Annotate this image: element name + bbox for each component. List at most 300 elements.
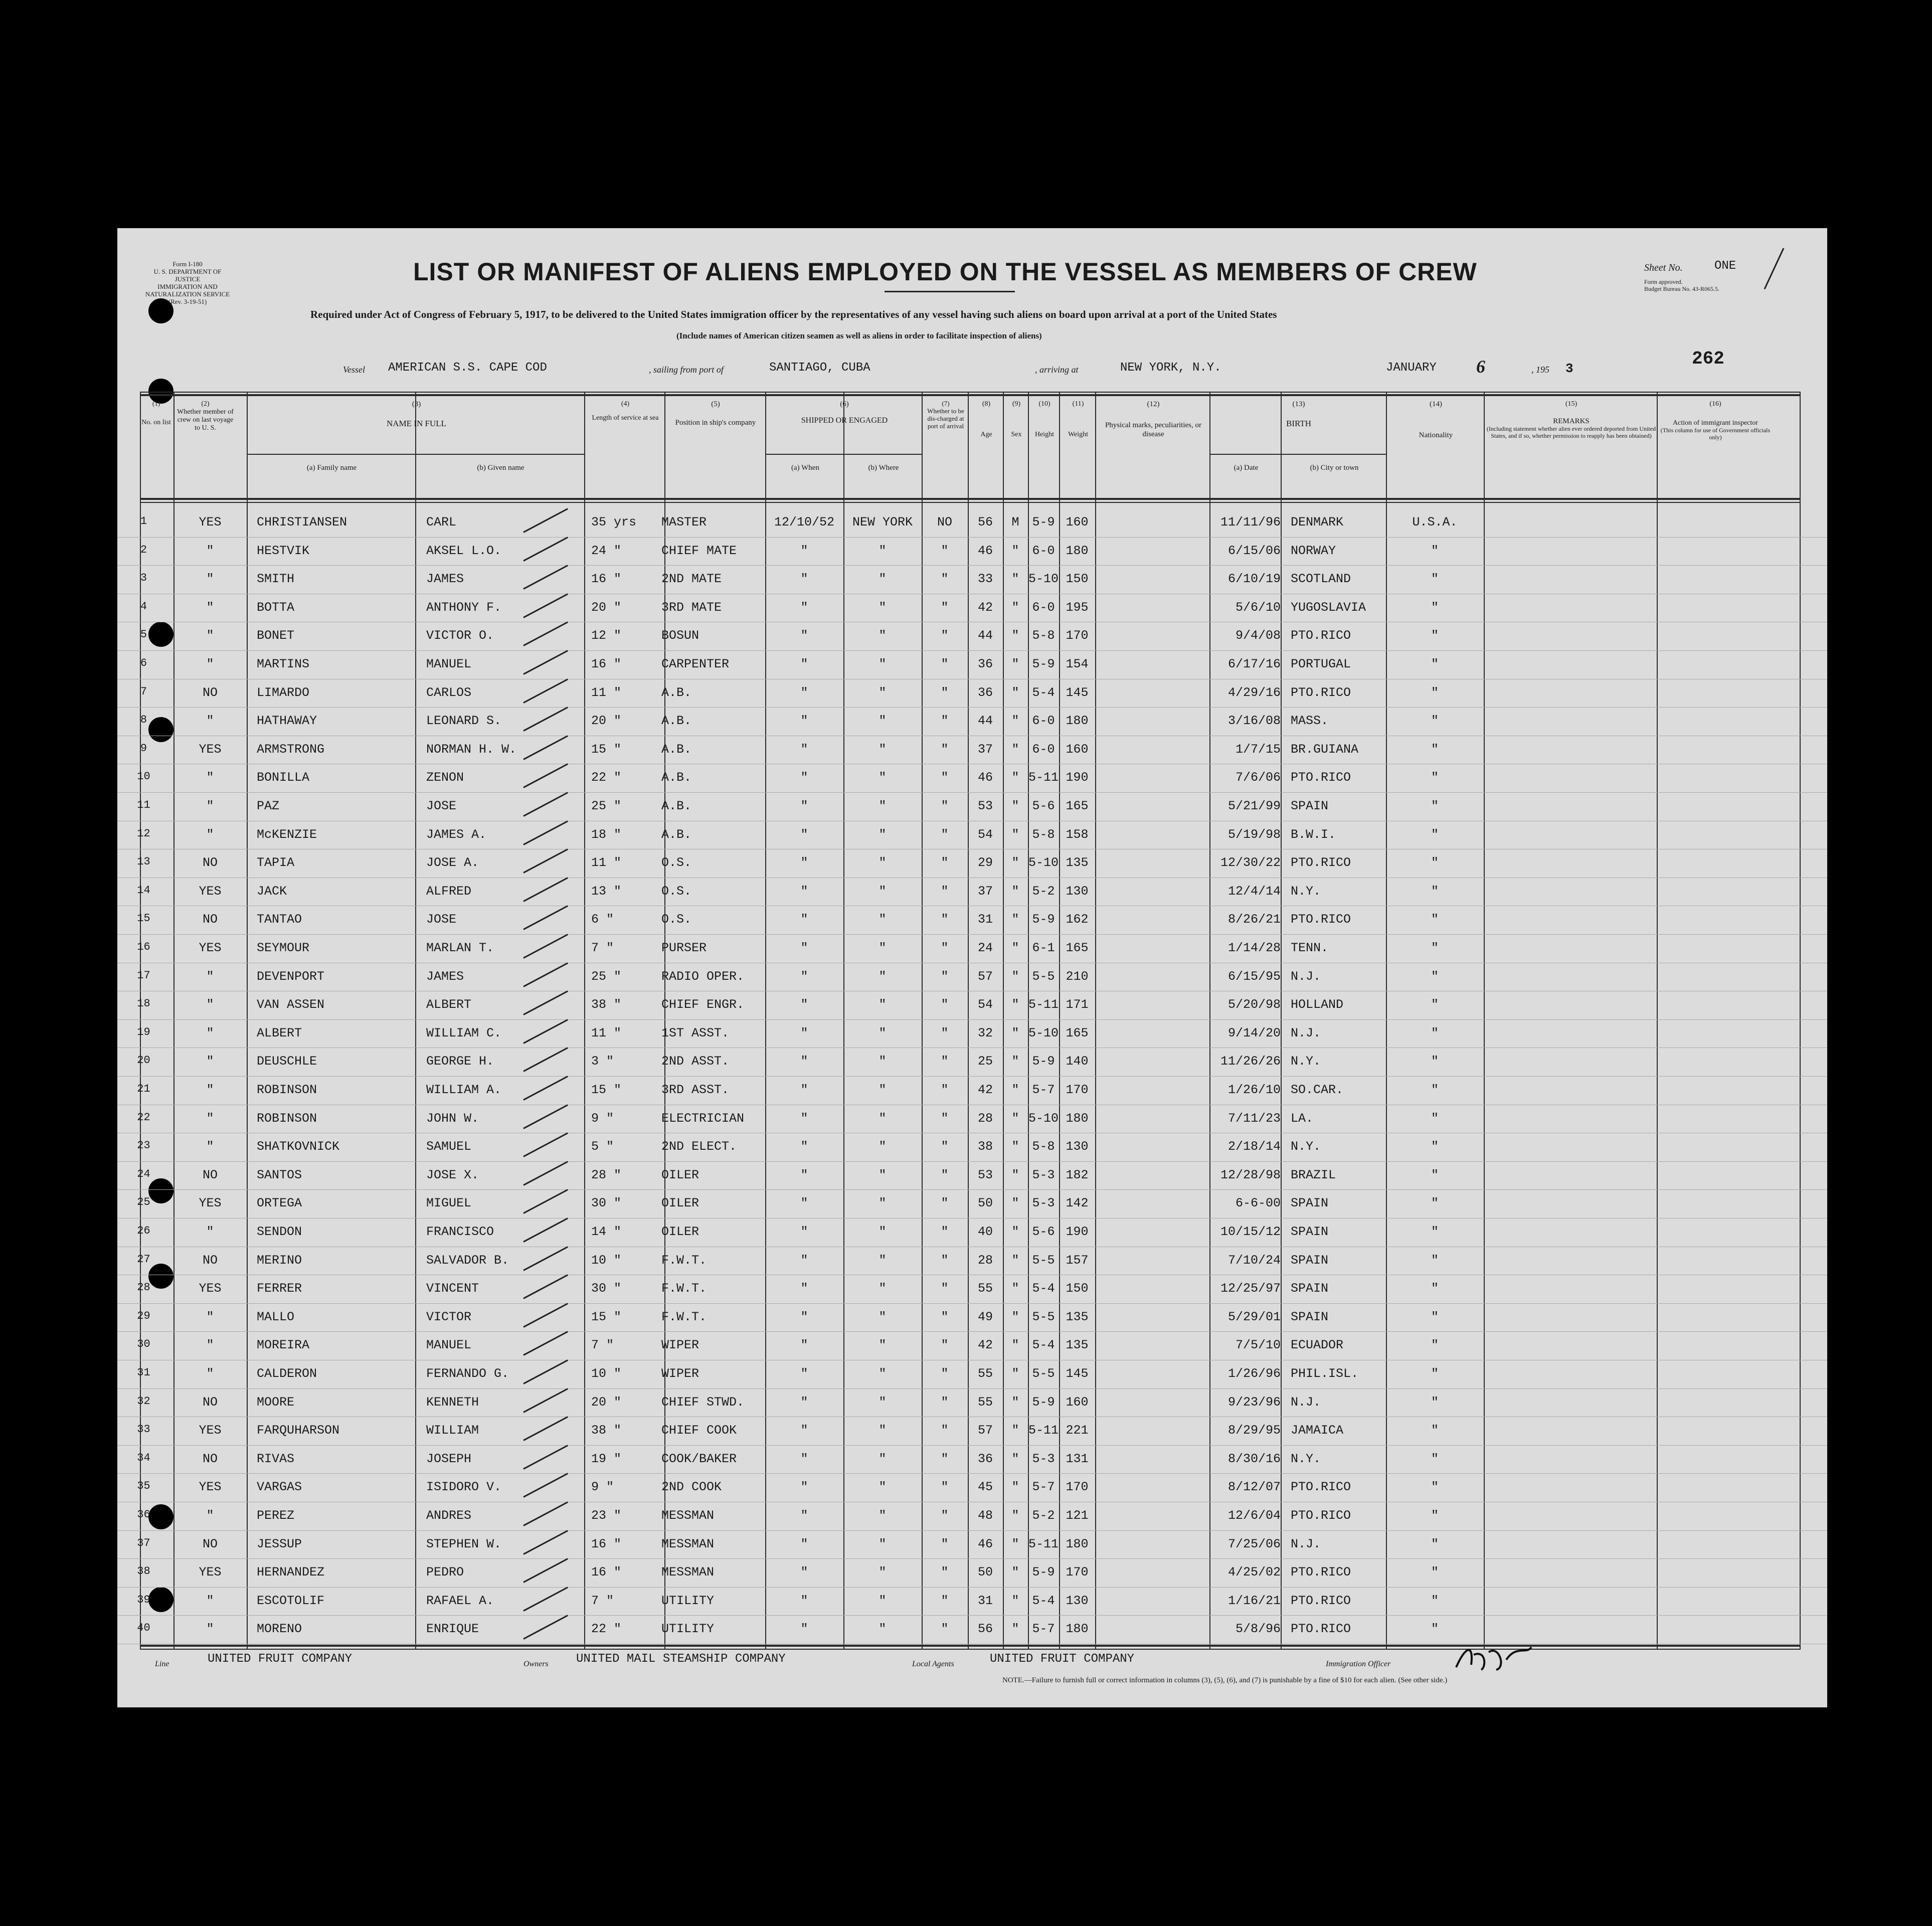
table-row (117, 651, 1827, 679)
last-voyage-cell: " (206, 572, 214, 587)
height-cell: 5-10 (1028, 572, 1059, 587)
row-number: 29 (137, 1309, 150, 1322)
shipped-where-cell: " (879, 1167, 887, 1182)
given-name-cell: ISIDORO V. (426, 1480, 502, 1495)
family-name-cell: TANTAO (257, 912, 302, 927)
row-number: 19 (137, 1025, 150, 1038)
discharged-cell: " (941, 855, 949, 870)
birth-city-cell: PTO.RICO (1291, 1508, 1351, 1523)
col-16-header: (16) Action of immigrant inspector (This column for use of Government officials only) (1660, 400, 1771, 441)
service-length-cell: 30 " (591, 1281, 622, 1296)
shipped-when-cell: " (800, 912, 808, 927)
agents-company: UNITED FRUIT COMPANY (990, 1652, 1135, 1666)
revision: (Rev. 3-19-51) (168, 297, 207, 305)
shipped-when-cell: " (800, 1167, 808, 1182)
discharged-cell: NO (937, 515, 952, 530)
birth-city-cell: PHIL.ISL. (1291, 1366, 1359, 1381)
shipped-where-cell: " (879, 1508, 887, 1523)
shipped-where-cell: " (879, 969, 887, 984)
table-row (117, 1304, 1827, 1332)
age-cell: 29 (977, 855, 993, 870)
height-cell: 5-4 (1032, 1593, 1055, 1608)
position-cell: WIPER (661, 1338, 699, 1353)
nationality-cell: " (1431, 742, 1439, 757)
birth-city-cell: PTO.RICO (1291, 855, 1351, 870)
discharged-cell: " (941, 1281, 949, 1296)
age-cell: 50 (977, 1565, 993, 1580)
rule (140, 502, 1800, 503)
discharged-cell: " (941, 1196, 949, 1211)
row-number: 3 (140, 572, 147, 585)
row-number: 23 (137, 1139, 150, 1152)
given-name-cell: SAMUEL (426, 1139, 472, 1154)
service-length-cell: 13 " (591, 884, 622, 899)
row-number: 17 (137, 969, 150, 982)
service-length-cell: 38 " (591, 997, 622, 1012)
position-cell: MASTER (661, 515, 707, 530)
position-cell: A.B. (661, 685, 692, 700)
shipped-when-cell: " (800, 1423, 808, 1438)
discharged-cell: " (941, 1536, 949, 1551)
position-cell: MESSMAN (661, 1508, 715, 1523)
shipped-where-cell: " (879, 1196, 887, 1211)
shipped-when-cell: " (800, 714, 808, 729)
year-prefix: , 195 (1531, 365, 1549, 375)
rule (140, 498, 1800, 500)
birth-city-cell: PTO.RICO (1291, 628, 1351, 643)
sex-cell: " (1011, 1423, 1019, 1438)
shipped-when-cell: " (800, 1536, 808, 1551)
weight-cell: 121 (1066, 1508, 1089, 1523)
age-cell: 55 (977, 1281, 993, 1296)
rule (140, 394, 1800, 396)
table-row (117, 1162, 1827, 1190)
row-number: 9 (140, 742, 147, 755)
weight-cell: 135 (1066, 1309, 1089, 1324)
discharged-cell: " (941, 941, 949, 955)
rule (140, 1649, 1800, 1650)
position-cell: F.W.T. (661, 1281, 707, 1296)
nationality-cell: " (1431, 1366, 1439, 1381)
shipped-when-cell: " (800, 1253, 808, 1268)
age-cell: 36 (977, 1451, 993, 1466)
age-cell: 37 (977, 742, 993, 757)
family-name-cell: FERRER (257, 1281, 302, 1296)
height-cell: 5-9 (1032, 1565, 1055, 1580)
sex-cell: " (1011, 572, 1019, 587)
sex-cell: " (1011, 1281, 1019, 1296)
table-row (117, 1275, 1827, 1304)
birth-date-cell: 5/20/98 (1227, 997, 1281, 1012)
position-cell: BOSUN (661, 628, 699, 643)
birth-city-cell: DENMARK (1291, 515, 1344, 530)
service-length-cell: 15 " (591, 742, 622, 757)
given-name-cell: MANUEL (426, 1338, 472, 1353)
family-name-cell: McKENZIE (257, 827, 317, 842)
table-row (117, 708, 1827, 736)
family-name-cell: ROBINSON (257, 1111, 317, 1126)
table-row (117, 1360, 1827, 1389)
family-name-cell: CALDERON (257, 1366, 317, 1381)
family-name-cell: CHRISTIANSEN (257, 515, 347, 530)
service-length-cell: 28 " (591, 1167, 622, 1182)
age-cell: 31 (977, 1593, 993, 1608)
birth-date-cell: 6/15/95 (1227, 969, 1281, 984)
age-cell: 57 (977, 1423, 993, 1438)
nationality-cell: " (1431, 1593, 1439, 1608)
birth-date-cell: 11/11/96 (1220, 515, 1281, 530)
service-length-cell: 10 " (591, 1366, 622, 1381)
owners-label: Owners (523, 1660, 549, 1668)
sex-cell: " (1011, 543, 1019, 558)
penalty-note: NOTE.—Failure to furnish full or correct information in columns (3), (5), (6), and (7) is punishable by a fine of $10 for each alien. (See other side.) (1002, 1676, 1448, 1684)
shipped-where-cell: " (879, 1281, 887, 1296)
sex-cell: " (1011, 1167, 1019, 1182)
table-row (117, 1218, 1827, 1247)
sex-cell: " (1011, 1366, 1019, 1381)
shipped-when-cell: " (800, 1281, 808, 1296)
shipped-when-cell: " (800, 1196, 808, 1211)
table-row (117, 1190, 1827, 1218)
sex-cell: " (1011, 941, 1019, 955)
service-length-cell: 20 " (591, 600, 622, 615)
table-row (117, 793, 1827, 821)
weight-cell: 160 (1066, 742, 1089, 757)
birth-city-cell: SPAIN (1291, 1309, 1329, 1324)
row-number: 30 (137, 1338, 150, 1351)
family-name-cell: SENDON (257, 1224, 302, 1239)
service-length-cell: 7 " (591, 1593, 614, 1608)
shipped-where-cell: " (879, 1593, 887, 1608)
age-cell: 32 (977, 1025, 993, 1040)
row-number: 6 (140, 657, 147, 669)
position-cell: RADIO OPER. (661, 969, 745, 984)
row-number: 39 (137, 1593, 150, 1606)
shipped-when-cell: " (800, 827, 808, 842)
given-name-cell: WILLIAM C. (426, 1025, 502, 1040)
sex-cell: " (1011, 1025, 1019, 1040)
discharged-cell: " (941, 1451, 949, 1466)
given-name-cell: NORMAN H. W. (426, 742, 517, 757)
shipped-where-cell: " (879, 912, 887, 927)
family-name-cell: BONET (257, 628, 295, 643)
given-name-cell: JAMES (426, 572, 464, 587)
nationality-cell: " (1431, 714, 1439, 729)
col-6a-header: (a) When (791, 464, 819, 472)
birth-city-cell: LA. (1291, 1111, 1314, 1126)
discharged-cell: " (941, 770, 949, 785)
given-name-cell: VINCENT (426, 1281, 479, 1296)
last-voyage-cell: NO (202, 1394, 218, 1410)
birth-date-cell: 12/25/97 (1220, 1281, 1281, 1296)
sex-cell: " (1011, 714, 1019, 729)
sailing-from-port: SANTIAGO, CUBA (769, 361, 870, 375)
arrival-month: JANUARY (1386, 361, 1437, 375)
service-length-cell: 9 " (591, 1480, 614, 1495)
sex-cell: " (1011, 1480, 1019, 1495)
birth-city-cell: SPAIN (1291, 1224, 1329, 1239)
given-name-cell: WILLIAM A. (426, 1083, 502, 1097)
include-note: (Include names of American citizen seamen as well as aliens in order to facilitate inspection of aliens) (676, 331, 1042, 340)
sex-cell: " (1011, 1253, 1019, 1268)
height-cell: 5-5 (1032, 969, 1055, 984)
weight-cell: 130 (1066, 1593, 1089, 1608)
age-cell: 44 (977, 714, 993, 729)
subheader-rule (766, 454, 923, 455)
nationality-cell: " (1431, 1196, 1439, 1211)
weight-cell: 190 (1066, 770, 1089, 785)
service-length-cell: 3 " (591, 1054, 614, 1069)
weight-cell: 180 (1066, 543, 1089, 558)
discharged-cell: " (941, 543, 949, 558)
discharged-cell: " (941, 572, 949, 587)
weight-cell: 170 (1066, 1480, 1089, 1495)
nationality-cell: " (1431, 1394, 1439, 1410)
arriving-port: NEW YORK, N.Y. (1120, 361, 1221, 375)
weight-cell: 154 (1066, 657, 1089, 671)
height-cell: 5-11 (1028, 1423, 1059, 1438)
col-11-header: (11) Weight (1068, 400, 1089, 439)
weight-cell: 157 (1066, 1253, 1089, 1268)
position-cell: PURSER (661, 941, 707, 955)
height-cell: 5-3 (1032, 1167, 1055, 1182)
weight-cell: 145 (1066, 1366, 1089, 1381)
officer-label: Immigration Officer (1326, 1660, 1391, 1668)
given-name-cell: JOSE X. (426, 1167, 479, 1182)
height-cell: 5-11 (1028, 770, 1059, 785)
given-name-cell: CARL (426, 515, 457, 530)
age-cell: 53 (977, 799, 993, 813)
family-name-cell: HESTVIK (257, 543, 310, 558)
service-length-cell: 22 " (591, 770, 622, 785)
discharged-cell: " (941, 1565, 949, 1580)
shipped-when-cell: " (800, 969, 808, 984)
shipped-where-cell: " (879, 1565, 887, 1580)
nationality-cell: " (1431, 1111, 1439, 1126)
height-cell: 5-11 (1028, 1536, 1059, 1551)
discharged-cell: " (941, 1423, 949, 1438)
birth-city-cell: PTO.RICO (1291, 912, 1351, 927)
last-voyage-cell: " (206, 1083, 214, 1097)
nationality-cell: " (1431, 799, 1439, 813)
col-8-header: (8) Age (980, 400, 992, 439)
last-voyage-cell: NO (202, 1253, 218, 1268)
birth-date-cell: 1/16/21 (1227, 1593, 1281, 1608)
shipped-where-cell: " (879, 714, 887, 729)
height-cell: 5-8 (1032, 827, 1055, 842)
shipped-where-cell: " (879, 855, 887, 870)
age-cell: 40 (977, 1224, 993, 1239)
shipped-where-cell: " (879, 628, 887, 643)
rule (140, 392, 1800, 393)
height-cell: 6-0 (1032, 543, 1055, 558)
family-name-cell: PEREZ (257, 1508, 295, 1523)
nationality-cell: " (1431, 1451, 1439, 1466)
given-name-cell: JOSEPH (426, 1451, 472, 1466)
shipped-when-cell: " (800, 1593, 808, 1608)
age-cell: 46 (977, 1536, 993, 1551)
sex-cell: " (1011, 742, 1019, 757)
service-length-cell: 16 " (591, 657, 622, 671)
last-voyage-cell: YES (199, 742, 222, 757)
weight-cell: 170 (1066, 1083, 1089, 1097)
weight-cell: 180 (1066, 1622, 1089, 1637)
age-cell: 56 (977, 1622, 993, 1637)
col-3a-header: (a) Family name (306, 464, 357, 472)
last-voyage-cell: YES (199, 1281, 222, 1296)
last-voyage-cell: NO (202, 912, 218, 927)
col-15-header: (15) REMARKS (Including statement whether alien ever ordered deported from United States, and if so, whether permission to reapply has been obtained) (1486, 400, 1656, 440)
weight-cell: 142 (1066, 1196, 1089, 1211)
last-voyage-cell: " (206, 1593, 214, 1608)
shipped-when-cell: " (800, 572, 808, 587)
position-cell: A.B. (661, 799, 692, 813)
family-name-cell: MOREIRA (257, 1338, 310, 1353)
shipped-where-cell: " (879, 1253, 887, 1268)
height-cell: 5-5 (1032, 1253, 1055, 1268)
given-name-cell: VICTOR (426, 1309, 472, 1324)
position-cell: CHIEF STWD. (661, 1394, 745, 1410)
height-cell: 5-9 (1032, 1394, 1055, 1410)
row-number: 21 (137, 1083, 150, 1095)
height-cell: 5-7 (1032, 1622, 1055, 1637)
service-length-cell: 6 " (591, 912, 614, 927)
weight-cell: 160 (1066, 515, 1089, 530)
birth-date-cell: 4/29/16 (1227, 685, 1281, 700)
age-cell: 45 (977, 1480, 993, 1495)
birth-city-cell: N.J. (1291, 969, 1321, 984)
shipped-when-cell: " (800, 685, 808, 700)
birth-city-cell: N.Y. (1291, 1054, 1321, 1069)
service-length-cell: 38 " (591, 1423, 622, 1438)
service-length-cell: 16 " (591, 1565, 622, 1580)
shipped-when-cell: " (800, 770, 808, 785)
shipped-where-cell: " (879, 1394, 887, 1410)
col-3-header: (3) NAME IN FULL (387, 400, 446, 429)
table-row (117, 1531, 1827, 1559)
sex-cell: " (1011, 799, 1019, 813)
birth-city-cell: PTO.RICO (1291, 1593, 1351, 1608)
row-number: 36 (137, 1508, 150, 1521)
nationality-cell: " (1431, 543, 1439, 558)
row-number: 18 (137, 997, 150, 1010)
position-cell: COOK/BAKER (661, 1451, 737, 1466)
age-cell: 55 (977, 1366, 993, 1381)
birth-city-cell: NORWAY (1291, 543, 1336, 558)
row-number: 34 (137, 1451, 150, 1464)
age-cell: 46 (977, 543, 993, 558)
agents-label: Local Agents (912, 1660, 954, 1668)
family-name-cell: ARMSTRONG (257, 742, 325, 757)
col-9-header: (9) Sex (1011, 400, 1022, 439)
shipped-when-cell: " (800, 1025, 808, 1040)
discharged-cell: " (941, 600, 949, 615)
last-voyage-cell: NO (202, 855, 218, 870)
birth-city-cell: N.Y. (1291, 884, 1321, 899)
discharged-cell: " (941, 969, 949, 984)
height-cell: 5-9 (1032, 1054, 1055, 1069)
discharged-cell: " (941, 1054, 949, 1069)
shipped-when-cell: " (800, 1480, 808, 1495)
manifest-sheet (117, 228, 1827, 1707)
weight-cell: 158 (1066, 827, 1089, 842)
weight-cell: 145 (1066, 685, 1089, 700)
shipped-when-cell: " (800, 855, 808, 870)
birth-city-cell: PTO.RICO (1291, 1622, 1351, 1637)
birth-date-cell: 9/23/96 (1227, 1394, 1281, 1410)
form-number: Form I-180 (172, 260, 203, 268)
age-cell: 54 (977, 827, 993, 842)
service-length-cell: 15 " (591, 1309, 622, 1324)
last-voyage-cell: " (206, 600, 214, 615)
weight-cell: 180 (1066, 1111, 1089, 1126)
shipped-where-cell: " (879, 1224, 887, 1239)
row-number: 25 (137, 1196, 150, 1209)
birth-date-cell: 10/15/12 (1220, 1224, 1281, 1239)
given-name-cell: PEDRO (426, 1565, 464, 1580)
officer-signature (1451, 1640, 1536, 1675)
sex-cell: " (1011, 1622, 1019, 1637)
position-cell: OILER (661, 1167, 699, 1182)
birth-date-cell: 7/6/06 (1235, 770, 1281, 785)
shipped-when-cell: " (800, 1139, 808, 1154)
nationality-cell: " (1431, 827, 1439, 842)
nationality-cell: " (1431, 1338, 1439, 1353)
service-length-cell: 15 " (591, 1083, 622, 1097)
col-5-header: (5) Position in ship's company (675, 400, 756, 427)
last-voyage-cell: " (206, 1622, 214, 1637)
weight-cell: 170 (1066, 1565, 1089, 1580)
sex-cell: " (1011, 1054, 1019, 1069)
weight-cell: 131 (1066, 1451, 1089, 1466)
service-length-cell: 11 " (591, 1025, 622, 1040)
last-voyage-cell: YES (199, 884, 222, 899)
birth-date-cell: 1/26/10 (1227, 1083, 1281, 1097)
birth-city-cell: SPAIN (1291, 1253, 1329, 1268)
table-row (117, 821, 1827, 850)
last-voyage-cell: YES (199, 1480, 222, 1495)
birth-city-cell: SO.CAR. (1291, 1083, 1344, 1097)
birth-city-cell: PTO.RICO (1291, 685, 1351, 700)
weight-cell: 182 (1066, 1167, 1089, 1182)
weight-cell: 150 (1066, 572, 1089, 587)
service-length-cell: 20 " (591, 714, 622, 729)
family-name-cell: FARQUHARSON (257, 1423, 340, 1438)
age-cell: 28 (977, 1253, 993, 1268)
age-cell: 54 (977, 997, 993, 1012)
birth-date-cell: 12/6/04 (1227, 1508, 1281, 1523)
service-length-cell: 7 " (591, 1338, 614, 1353)
birth-date-cell: 1/26/96 (1227, 1366, 1281, 1381)
given-name-cell: FERNANDO G. (426, 1366, 509, 1381)
weight-cell: 150 (1066, 1281, 1089, 1296)
sex-cell: " (1011, 628, 1019, 643)
birth-city-cell: SPAIN (1291, 1281, 1329, 1296)
budget-bureau: Budget Bureau No. 43-R065.5. (1644, 285, 1719, 292)
service-length-cell: 10 " (591, 1253, 622, 1268)
family-name-cell: MALLO (257, 1309, 295, 1324)
height-cell: 6-0 (1032, 714, 1055, 729)
row-number: 26 (137, 1224, 150, 1237)
birth-date-cell: 5/8/96 (1235, 1622, 1281, 1637)
height-cell: 5-8 (1032, 1139, 1055, 1154)
table-row (117, 764, 1827, 793)
height-cell: 5-11 (1028, 997, 1059, 1012)
col-3b-header: (b) Given name (477, 464, 524, 472)
shipped-when-cell: " (800, 1451, 808, 1466)
birth-city-cell: N.Y. (1291, 1139, 1321, 1154)
col-2-header: (2) Whether member of crew on last voyage to U. S. (177, 400, 234, 432)
